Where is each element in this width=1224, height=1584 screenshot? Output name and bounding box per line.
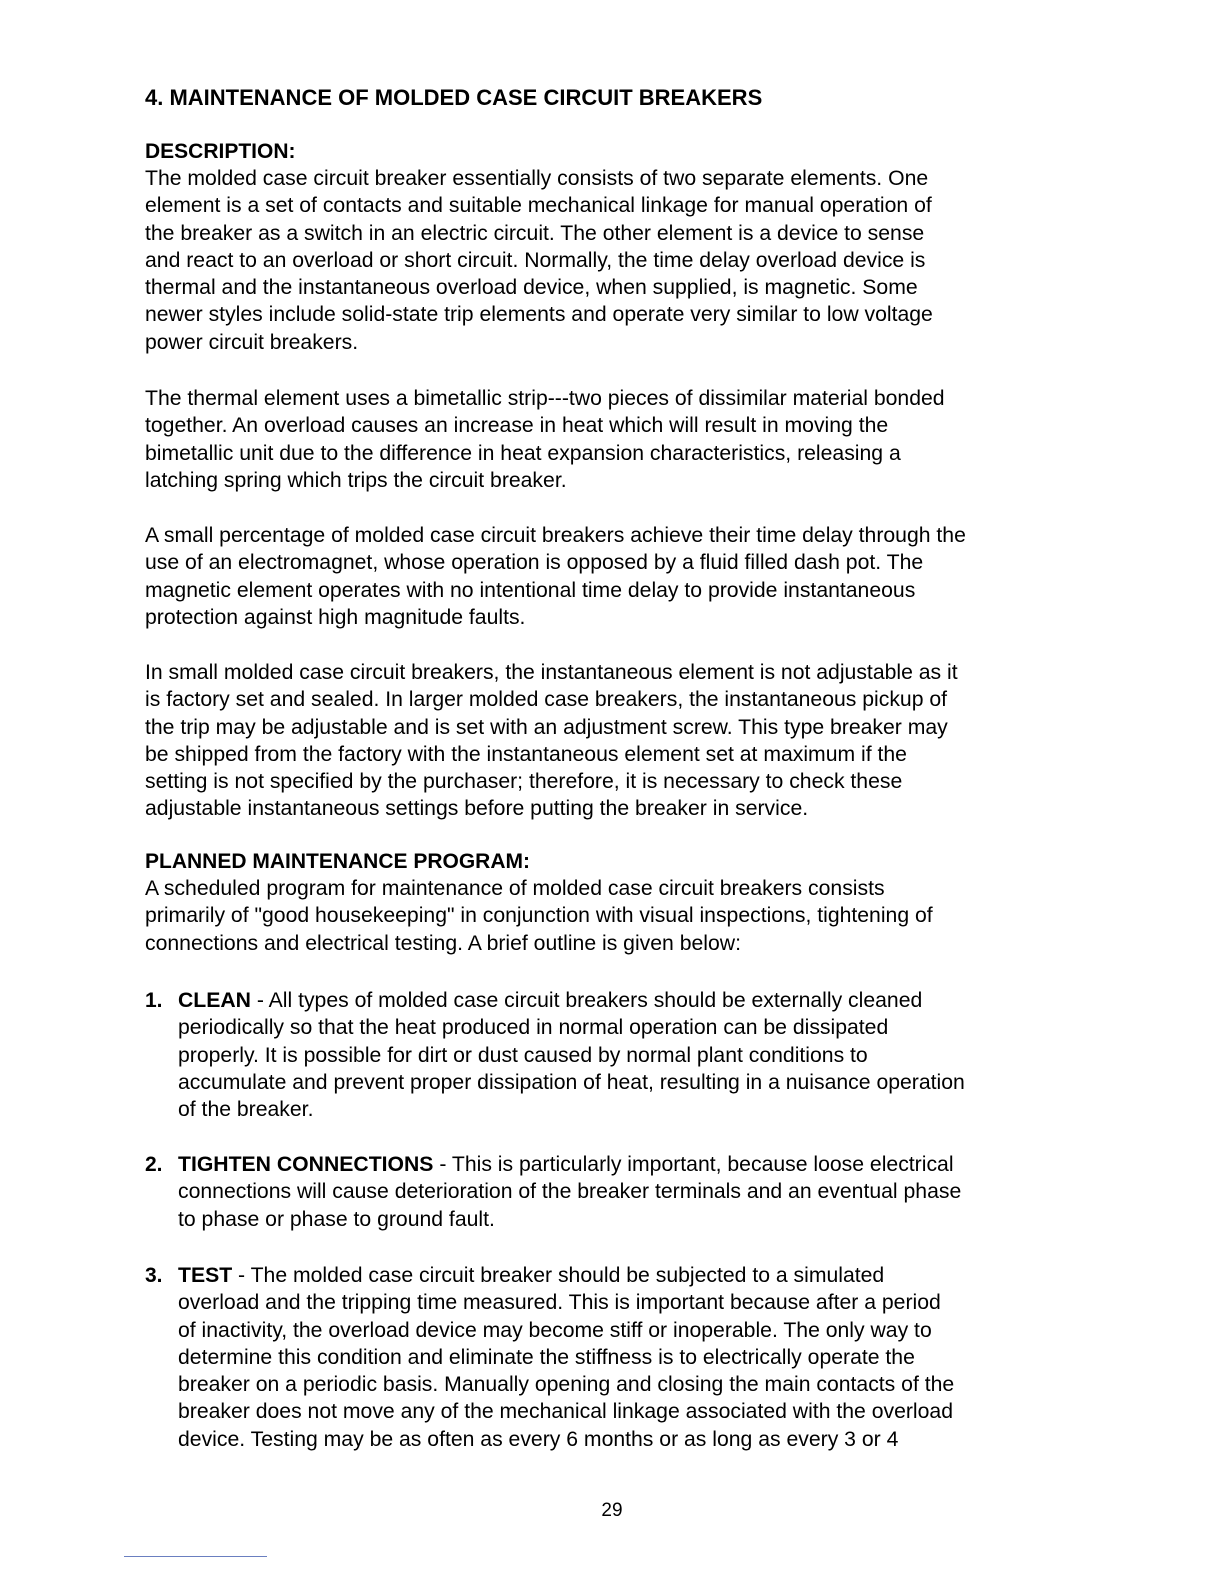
list-item-lead: TIGHTEN CONNECTIONS bbox=[178, 1153, 434, 1176]
instantaneous-paragraph-block bbox=[145, 659, 1085, 823]
description-paragraph-3: A small percentage of molded case circuit breakers achieve their time delay through the use of an electromagnet, whose operation is opposed by a fluid filled dash pot. The magnetic element operates with no intentional time delay to provide instantaneous protection against high magnitude faults. bbox=[145, 524, 966, 629]
program-intro: A scheduled program for maintenance of molded case circuit breakers consists primarily of "good housekeeping" in conjunction with visual inspections, tightening of connections and electrical testing. A brief outline is given below: bbox=[145, 877, 933, 955]
list-item-body bbox=[178, 987, 1085, 1123]
list-item-lead: TEST bbox=[178, 1264, 233, 1287]
list-item-tighten-connections bbox=[145, 1151, 1085, 1233]
electromagnet-paragraph-block bbox=[145, 522, 1085, 631]
list-number: 3. bbox=[145, 1264, 163, 1287]
list-item-test bbox=[145, 1262, 1085, 1453]
section-title: 4. MAINTENANCE OF MOLDED CASE CIRCUIT BREAKERS bbox=[145, 85, 763, 110]
page-number: 29 bbox=[601, 1500, 623, 1521]
program-section bbox=[145, 848, 1085, 957]
description-paragraph-1: The molded case circuit breaker essentially consists of two separate elements. One element is a set of contacts and suitable mechanical linkage for manual operation of the breaker as a switch in an electric circuit. The other element is a device to sense and react to an overload or short circuit. Normally, the time delay overload device is thermal and the instantaneous overload device, when supplied, is magnetic. Some newer styles include solid-state trip elements and operate very similar to low voltage power circuit breakers. bbox=[145, 167, 933, 354]
list-item-body bbox=[178, 1262, 1085, 1453]
description-paragraph-4: In small molded case circuit breakers, the instantaneous element is not adjustable as it is factory set and sealed. In larger molded case breakers, the instantaneous pickup of the trip may be adjustable and is set with an adjustment screw. This type breaker may be shipped from the factory with the instantaneous element set at maximum if the setting is not specified by the purchaser; therefore, it is necessary to check these adjustable instantaneous settings before putting the breaker in service. bbox=[145, 661, 958, 821]
list-number: 1. bbox=[145, 989, 163, 1012]
list-item-text: - The molded case circuit breaker should be subjected to a simulated overload and the tripping time measured. This is important because after a period of inactivity, the overload device may become stiff or inoperable. The only way to determine this condition and eliminate the stiffness is to electrically operate the breaker on a periodic basis. Manually opening and closing the main contacts of the breaker does not move any of the mechanical linkage associated with the overload device. Testing may be as often as every 6 months or as long as every 3 or 4 bbox=[178, 1264, 955, 1451]
list-item-text: - This is particularly important, because loose electrical connections will cause deterioration of the breaker terminals and an eventual phase to phase or phase to ground fault. bbox=[178, 1153, 962, 1231]
list-number: 2. bbox=[145, 1153, 163, 1176]
description-section bbox=[145, 138, 1085, 356]
list-item-clean bbox=[145, 987, 1085, 1123]
list-item-body bbox=[178, 1151, 1085, 1233]
description-paragraph-2: The thermal element uses a bimetallic strip---two pieces of dissimilar material bonded together. An overload causes an increase in heat which will result in moving the bimetallic unit due to the difference in heat expansion characteristics, releasing a latching spring which trips the circuit breaker. bbox=[145, 387, 945, 492]
list-item-text: - All types of molded case circuit breakers should be externally cleaned periodically so that the heat produced in normal operation can be dissipated properly. It is possible for dirt or dust caused by normal plant conditions to accumulate and prevent proper dissipation of heat, resulting in a nuisance operation of the breaker. bbox=[178, 989, 965, 1122]
program-heading: PLANNED MAINTENANCE PROGRAM: bbox=[145, 850, 530, 873]
list-item-lead: CLEAN bbox=[178, 989, 251, 1012]
thermal-paragraph-block bbox=[145, 385, 1085, 494]
footer-rule bbox=[124, 1556, 267, 1557]
description-heading: DESCRIPTION: bbox=[145, 140, 296, 163]
